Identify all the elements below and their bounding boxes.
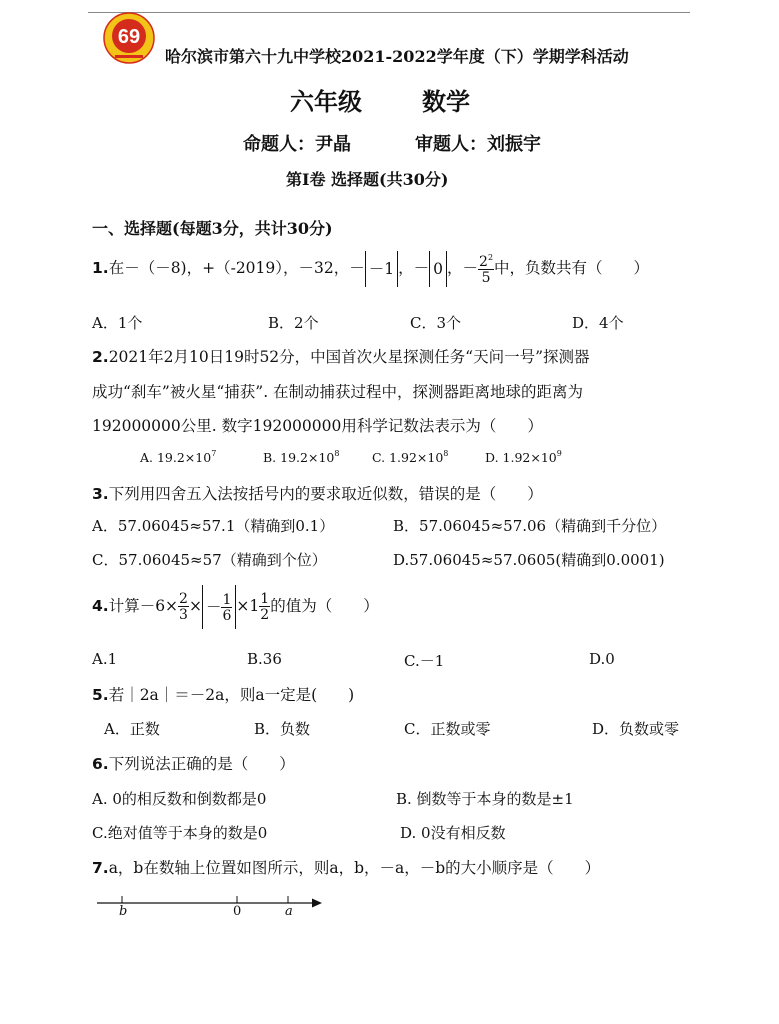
q2-option-d-exp: 9 (556, 449, 562, 458)
question-6 (92, 752, 295, 774)
q1-text-c: ，－ (447, 259, 479, 277)
q2-option-d (485, 449, 562, 465)
q5-option-b: B．负数 (254, 720, 311, 738)
q1-text-a: 在－（－8)，+（-2019），－32，－ (108, 259, 365, 277)
question-number: 1. (92, 259, 109, 277)
q3-option-d: D.57.06045≈57.0605(精确到0.0001) (393, 551, 665, 569)
question-4 (92, 584, 379, 629)
q4-f2-sign: － (205, 598, 222, 616)
q1-abs-1: －1 (365, 251, 398, 287)
subject-title: 数学 (422, 87, 470, 116)
question-number: 7. (92, 859, 109, 877)
q6-option-c: C.绝对值等于本身的数是0 (92, 824, 268, 842)
q3-option-b: B．57.06045≈57.06（精确到千分位） (393, 517, 667, 535)
q4-f3-num: 1 (260, 591, 270, 607)
axis-label-a: a (285, 904, 293, 919)
q2-option-c-exp: 8 (443, 449, 449, 458)
q5-option-d: D．负数或零 (592, 720, 680, 738)
q2-option-a-base: A. 19.2×10 (140, 450, 212, 465)
q2-option-d-base: D. 1.92×10 (485, 450, 557, 465)
q3-option-a: A．57.06045≈57.1（精确到0.1） (92, 517, 335, 535)
q4-abs (202, 585, 236, 629)
q1-fraction (478, 254, 494, 285)
q2-option-b (263, 449, 339, 465)
question-number: 3. (92, 485, 109, 503)
q4-times-1: × (188, 597, 202, 615)
axis-label-b: b (119, 904, 128, 919)
grade-title: 六年级 (290, 87, 362, 116)
school-title: 哈尔滨市第六十九中学校2021-2022学年度（下）学期学科活动 (165, 47, 629, 66)
q1-option-c: C．3个 (410, 314, 462, 332)
q1-abs-2: 0 (429, 251, 447, 287)
number-line-axis (92, 888, 332, 922)
question-3 (92, 482, 543, 504)
q2-option-b-base: B. 19.2×10 (263, 450, 335, 465)
q1-frac-exp: 2 (487, 252, 494, 262)
q4-text-a: 计算－6× (108, 597, 179, 615)
q3-option-c: C．57.06045≈57（精确到个位） (92, 551, 327, 569)
q4-times-2: ×1 (236, 597, 260, 615)
q1-option-b: B．2个 (268, 314, 319, 332)
q4-option-c: C.－1 (404, 652, 445, 670)
q2-option-a (140, 449, 216, 465)
q2-option-a-exp: 7 (211, 449, 217, 458)
q4-f1-num: 2 (179, 591, 188, 607)
q4-f1-den: 3 (179, 607, 188, 623)
q7-text: a，b在数轴上位置如图所示，则a，b，－a，－b的大小顺序是（ ） (108, 859, 601, 877)
question-2 (92, 345, 590, 367)
author-line: 命题人：尹晶 (243, 134, 351, 155)
q5-option-a: A．正数 (104, 720, 160, 738)
question-number: 5. (92, 686, 109, 704)
q2-option-b-exp: 8 (334, 449, 340, 458)
axis-label-zero: 0 (233, 904, 242, 919)
school-logo (103, 12, 155, 64)
q6-option-a: A. 0的相反数和倒数都是0 (92, 790, 267, 808)
q4-fraction-2 (221, 593, 232, 623)
q6-option-b: B. 倒数等于本身的数是±1 (396, 790, 574, 808)
q2-option-c (372, 449, 448, 465)
question-number: 6. (92, 755, 109, 773)
q6-option-d: D. 0没有相反数 (400, 824, 506, 842)
volume-title: 第Ⅰ卷 选择题(共30分) (286, 170, 449, 189)
q4-f2-num: 1 (222, 592, 232, 608)
q4-fraction-1 (178, 592, 189, 622)
section-title: 一、选择题(每题3分，共计30分) (92, 219, 333, 238)
q4-fraction-3 (259, 592, 270, 622)
q4-f3-den: 2 (260, 607, 270, 623)
q1-option-d: D．4个 (572, 314, 624, 332)
q4-text-b: 的值为（ ） (270, 597, 379, 615)
number-line-diagram (92, 888, 332, 922)
q1-text-d: 中，负数共有（ ） (494, 259, 650, 277)
top-rule (88, 12, 690, 13)
q5-text: 若｜2a｜＝－2a，则a一定是( ) (108, 686, 355, 704)
q1-frac-num: 2 (479, 253, 488, 270)
q2-line-2: 成功“刹车”被火星“捕获”. 在制动捕获过程中，探测器距离地球的距离为 (92, 383, 584, 401)
q1-option-a: A．1个 (92, 314, 143, 332)
q5-option-c: C．正数或零 (404, 720, 491, 738)
question-5 (92, 683, 354, 705)
reviewer-line: 审题人：刘振宇 (415, 134, 541, 155)
q4-option-b: B.36 (247, 650, 282, 668)
question-1 (92, 250, 649, 287)
q2-option-c-base: C. 1.92×10 (372, 450, 444, 465)
q2-line-3: 192000000公里. 数字192000000用科学记数法表示为（ ） (92, 417, 543, 435)
q6-text: 下列说法正确的是（ ） (108, 755, 295, 773)
q4-option-d: D.0 (589, 650, 615, 668)
logo-number: 69 (117, 26, 141, 48)
question-number: 4. (92, 597, 109, 615)
q1-text-b: ，－ (398, 259, 430, 277)
q1-frac-den: 5 (478, 269, 494, 285)
question-number: 2. (92, 348, 109, 366)
q2-line-1: 2021年2月10日19时52分，中国首次火星探测任务“天问一号”探测器 (108, 348, 590, 366)
question-7 (92, 856, 600, 878)
q3-text: 下列用四舍五入法按括号内的要求取近似数，错误的是（ ） (108, 485, 543, 503)
q4-f2-den: 6 (222, 608, 232, 624)
q4-option-a: A.1 (92, 650, 118, 668)
